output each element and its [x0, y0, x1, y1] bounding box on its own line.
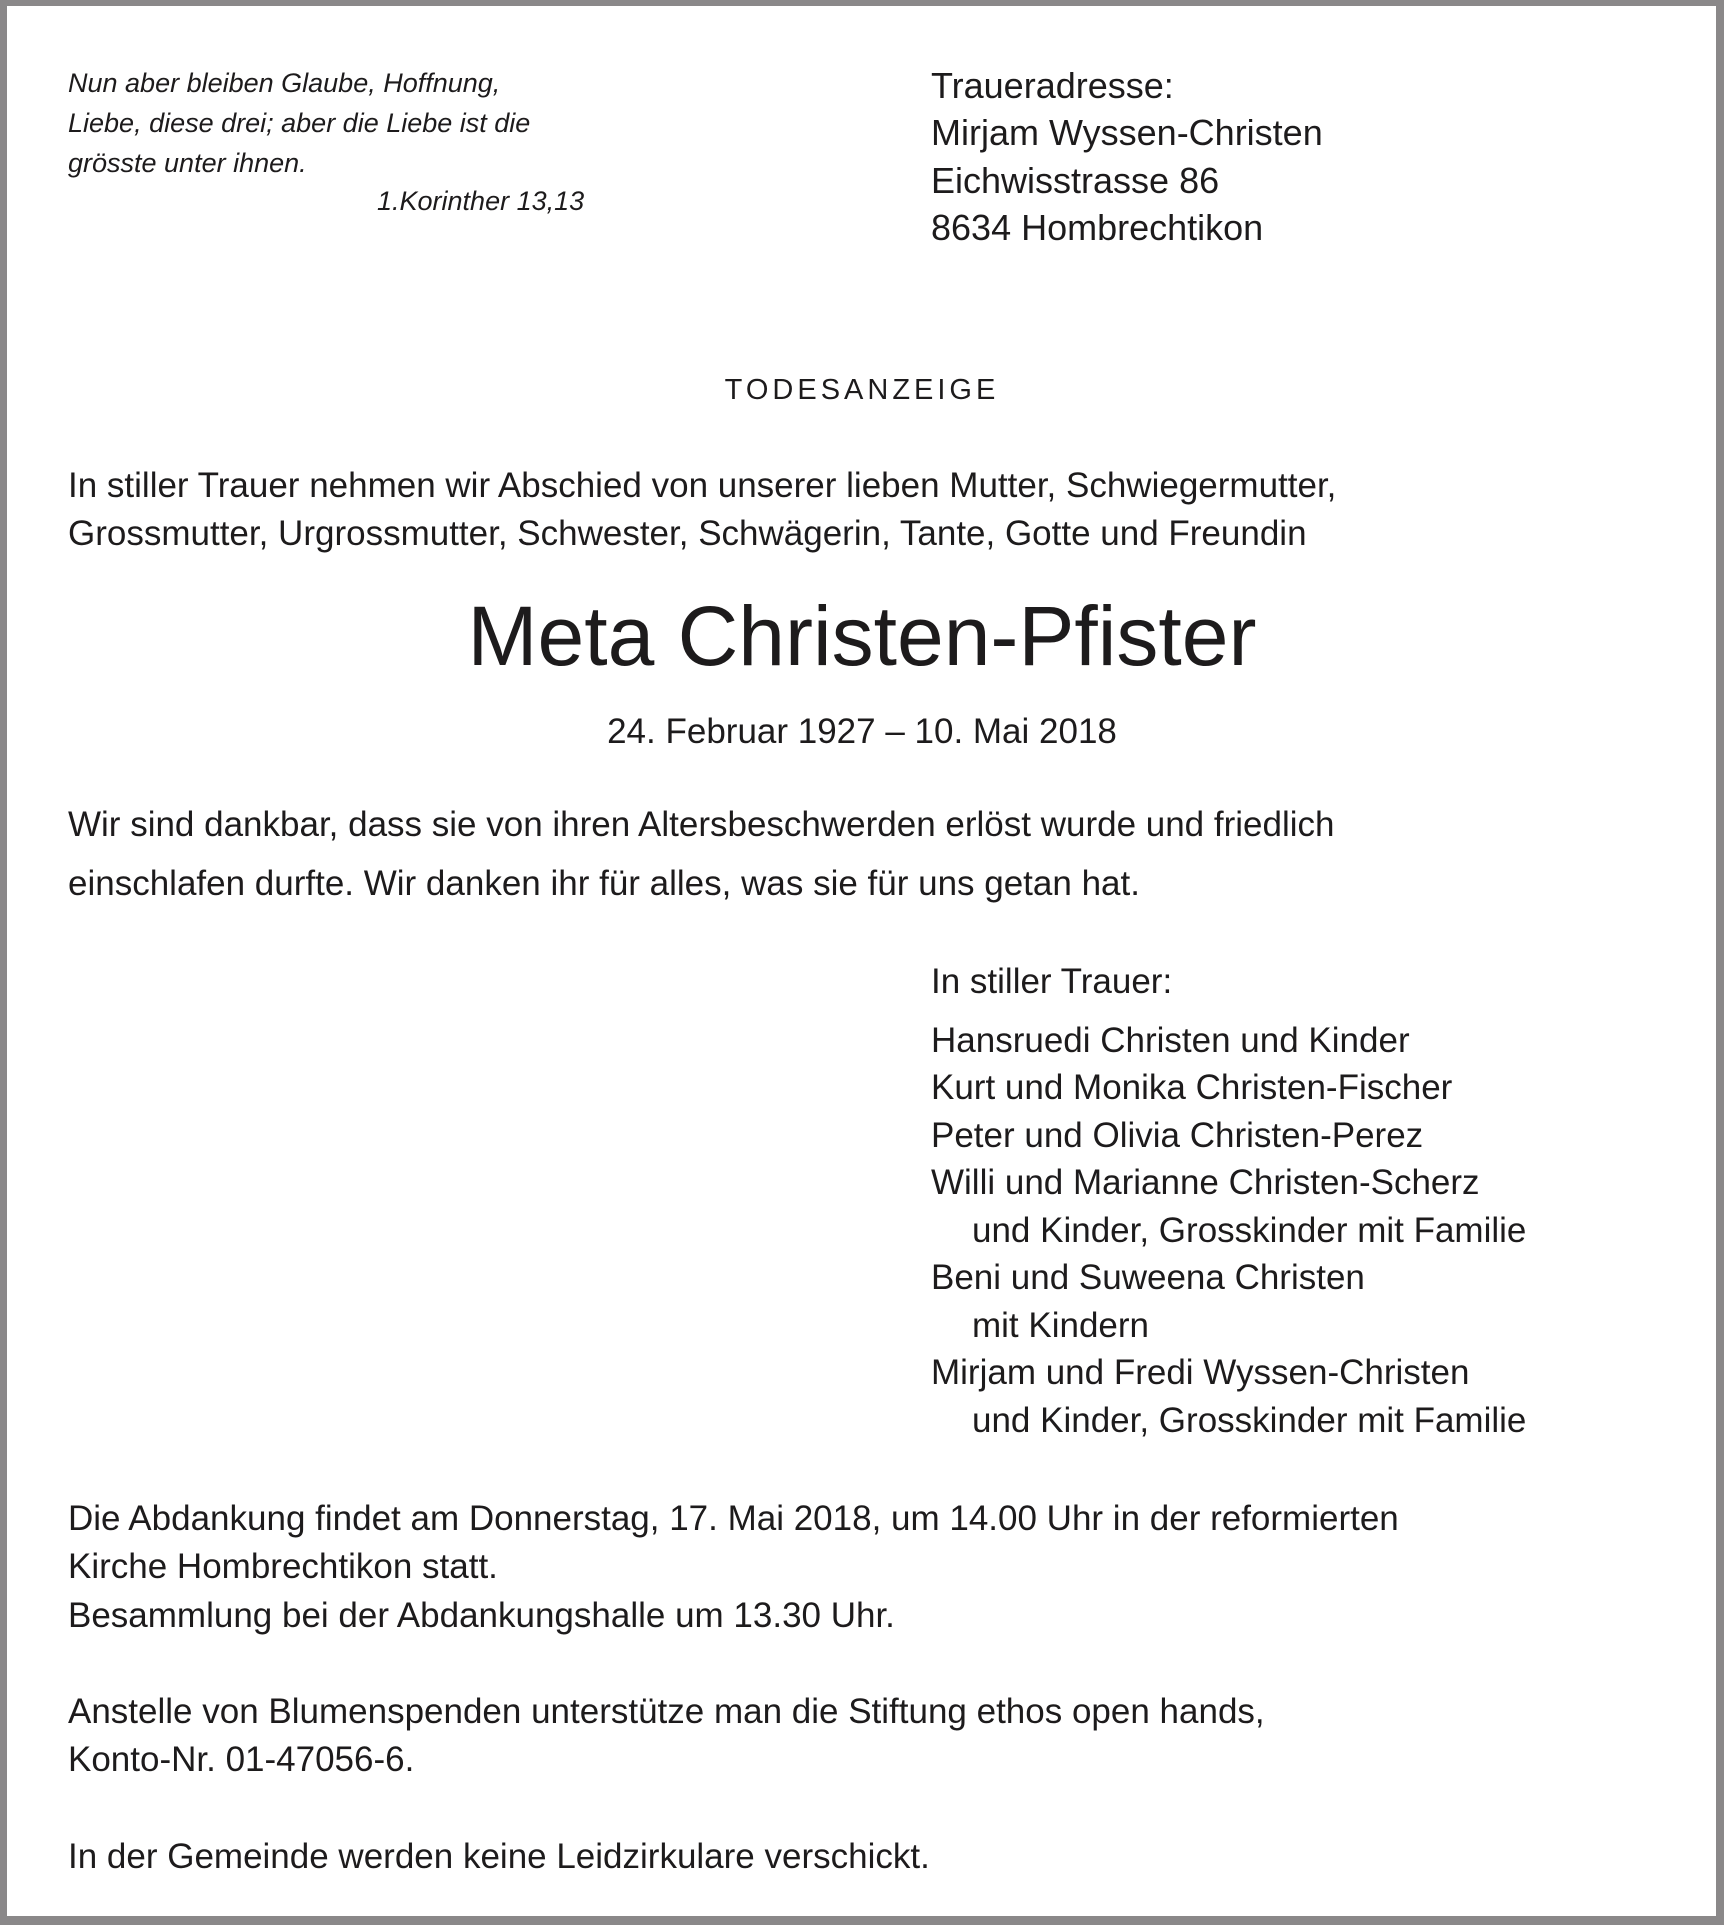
- verse-reference: 1.Korinther 13,13: [377, 186, 585, 216]
- mourners-label: In stiller Trauer:: [931, 962, 1173, 1001]
- mourner-line: Willi und Marianne Christen-Scherz: [931, 1163, 1480, 1202]
- address-street: Eichwisstrasse 86: [931, 160, 1220, 201]
- intro-line: In stiller Trauer nehmen wir Abschied von unserer lieben Mutter, Schwiegermutter,: [68, 466, 1337, 505]
- mourner-line: Kurt und Monika Christen-Fischer: [931, 1068, 1453, 1107]
- service-line: Kirche Hombrechtikon statt.: [68, 1547, 498, 1586]
- address-label: Traueradresse:: [931, 65, 1174, 106]
- mourner-line: Beni und Suweena Christen: [931, 1258, 1365, 1297]
- verse-line: Nun aber bleiben Glaube, Hoffnung,: [68, 68, 501, 98]
- gratitude-line: einschlafen durfte. Wir danken ihr für alles, was sie für uns getan hat.: [68, 864, 1140, 903]
- service-line: Besammlung bei der Abdankungshalle um 13.30 Uhr.: [68, 1596, 895, 1635]
- verse-line: Liebe, diese drei; aber die Liebe ist die: [68, 108, 531, 138]
- gratitude-line: Wir sind dankbar, dass sie von ihren Altersbeschwerden erlöst wurde und friedlich: [68, 805, 1335, 844]
- mourner-line: Peter und Olivia Christen-Perez: [931, 1116, 1424, 1155]
- donation-line: Anstelle von Blumenspenden unterstütze man die Stiftung ethos open hands,: [68, 1692, 1265, 1731]
- heading: TODESANZEIGE: [724, 374, 1000, 406]
- closing-note: In der Gemeinde werden keine Leidzirkulare verschickt.: [68, 1837, 930, 1876]
- mourner-line: Hansruedi Christen und Kinder: [931, 1021, 1410, 1060]
- address-name: Mirjam Wyssen-Christen: [931, 112, 1323, 153]
- mourner-line: mit Kindern: [972, 1306, 1150, 1345]
- mourner-line: und Kinder, Grosskinder mit Familie: [972, 1401, 1527, 1440]
- deceased-name: Meta Christen-Pfister: [467, 589, 1257, 683]
- intro-line: Grossmutter, Urgrossmutter, Schwester, Schwägerin, Tante, Gotte und Freundin: [68, 514, 1307, 553]
- address-city: 8634 Hombrechtikon: [931, 207, 1264, 248]
- mourner-line: Mirjam und Fredi Wyssen-Christen: [931, 1353, 1470, 1392]
- mourner-line: und Kinder, Grosskinder mit Familie: [972, 1211, 1527, 1250]
- service-line: Die Abdankung findet am Donnerstag, 17. Mai 2018, um 14.00 Uhr in der reformierten: [68, 1499, 1399, 1538]
- deceased-dates: 24. Februar 1927 – 10. Mai 2018: [607, 712, 1117, 751]
- donation-line: Konto-Nr. 01-47056-6.: [68, 1740, 415, 1779]
- verse-line: grösste unter ihnen.: [68, 148, 307, 178]
